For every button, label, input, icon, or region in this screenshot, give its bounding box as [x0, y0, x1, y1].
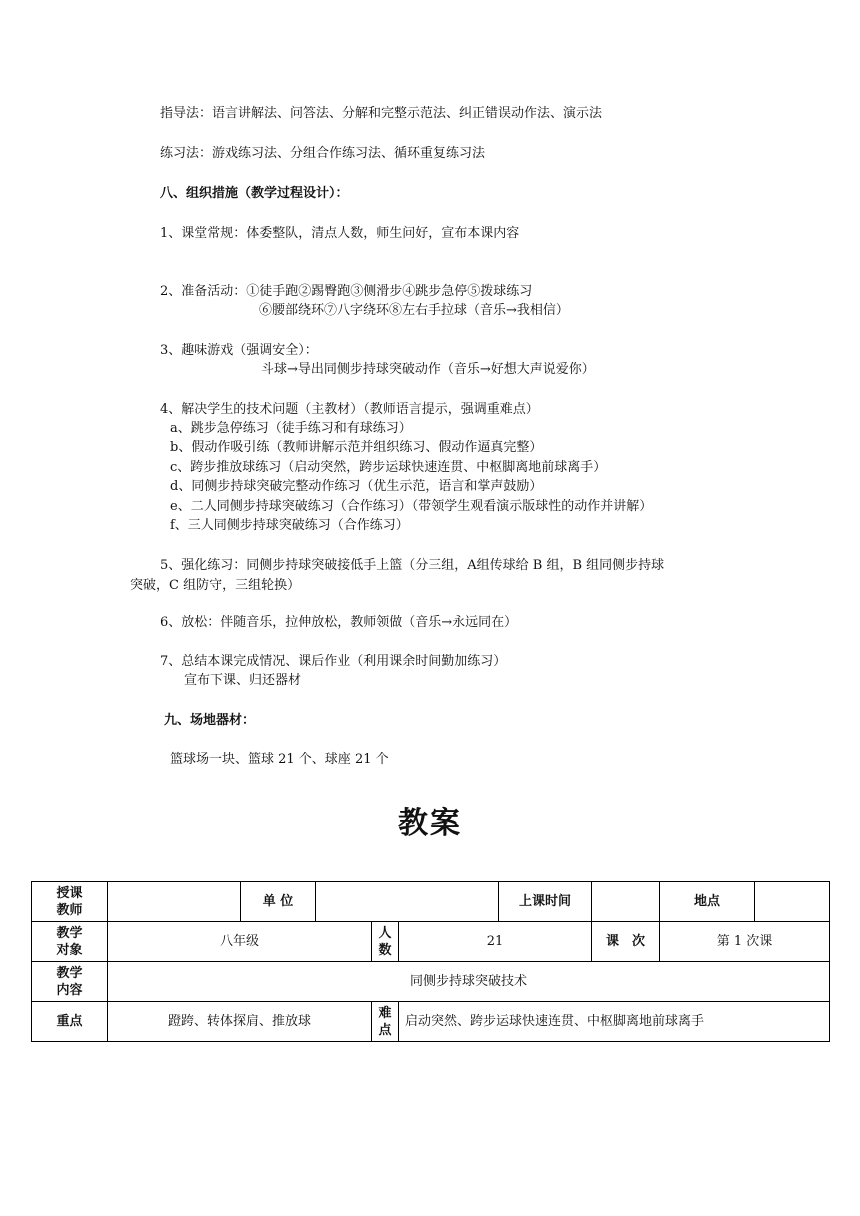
item7-line2: 宣布下课、归还器材 [184, 673, 302, 688]
lesson-plan-title: 教案 [398, 806, 462, 841]
place-label: 地点 [660, 882, 755, 922]
difficulty-value: 启动突然、跨步运球快速连贯、中枢脚离地前球离手 [399, 1002, 830, 1042]
teacher-label: 授课 教师 [32, 882, 108, 922]
key-point-label: 重点 [32, 1002, 108, 1042]
item7-line1: 7、总结本课完成情况、课后作业（利用课余时间勤加练习） [160, 654, 507, 669]
unit-value [316, 882, 499, 922]
place-value [755, 882, 830, 922]
session-value: 第 1 次课 [660, 922, 830, 962]
item6: 6、放松：伴随音乐，拉伸放松，教师领做（音乐→永远同在） [160, 615, 518, 630]
section9-heading: 九、场地器材： [164, 713, 256, 728]
item5-line1: 5、强化练习：同侧步持球突破接低手上篮（分三组，A组传球给 B 组，B 组同侧步持球 [160, 558, 665, 573]
item4-c: c、跨步推放球练习（启动突然，跨步运球快速连贯、中枢脚离地前球离手） [170, 460, 607, 475]
item2-line1: 2、准备活动：①徒手跑②踢臀跑③侧滑步④跳步急停⑤拨球练习 [160, 284, 533, 299]
content-value: 同侧步持球突破技术 [108, 962, 830, 1002]
item3-line1: 3、趣味游戏（强调安全）： [160, 343, 318, 358]
item2-line2: ⑥腰部绕环⑦八字绕环⑧左右手拉球（音乐→我相信） [259, 303, 569, 318]
item4-d: d、同侧步持球突破完整动作练习（优生示范，语言和掌声鼓励） [170, 479, 543, 494]
lesson-plan-table [31, 881, 830, 1042]
method-guidance: 指导法：语言讲解法、问答法、分解和完整示范法、纠正错误动作法、演示法 [160, 106, 603, 121]
time-label: 上课时间 [499, 882, 592, 922]
item3-line2: 斗球→导出同侧步持球突破动作（音乐→好想大声说爱你） [261, 362, 595, 377]
target-label: 教学 对象 [32, 922, 108, 962]
count-label: 人 数 [372, 922, 399, 962]
key-point-value: 蹬跨、转体探肩、推放球 [108, 1002, 372, 1042]
section9-content: 篮球场一块、篮球 21 个、球座 21 个 [170, 752, 389, 767]
count-value: 21 [399, 922, 592, 962]
session-label: 课 次 [592, 922, 660, 962]
item4-f: f、三人同侧步持球突破练习（合作练习） [170, 518, 409, 533]
item1: 1、课堂常规：体委整队，清点人数，师生问好，宣布本课内容 [160, 226, 520, 241]
item4-e: e、二人同侧步持球突破练习（合作练习）（带领学生观看演示版球性的动作并讲解） [170, 499, 653, 514]
section8-heading: 八、组织措施（教学过程设计）： [160, 186, 349, 201]
method-practice: 练习法：游戏练习法、分组合作练习法、循环重复练习法 [160, 146, 486, 161]
item4-line1: 4、解决学生的技术问题（主教材）（教师语言提示，强调重难点） [160, 402, 539, 417]
teacher-value [108, 882, 241, 922]
time-value [592, 882, 660, 922]
item4-b: b、假动作吸引练（教师讲解示范并组织练习、假动作逼真完整） [170, 440, 543, 455]
target-value: 八年级 [108, 922, 372, 962]
difficulty-label: 难 点 [372, 1002, 399, 1042]
item4-a: a、跳步急停练习（徒手练习和有球练习） [170, 421, 412, 436]
unit-label: 单 位 [241, 882, 316, 922]
content-label: 教学 内容 [32, 962, 108, 1002]
item5-line2: 突破，C 组防守，三组轮换） [130, 578, 301, 593]
